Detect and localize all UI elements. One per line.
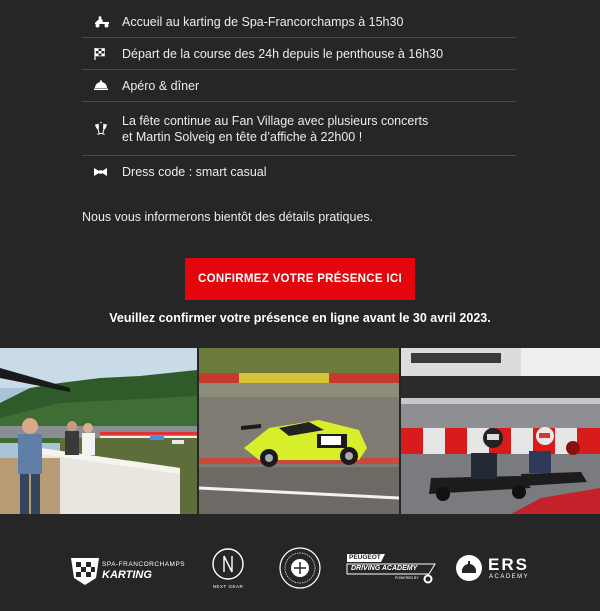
kart-icon xyxy=(82,16,122,28)
lion-badge-icon xyxy=(423,574,433,584)
schedule-text: Dress code : smart casual xyxy=(122,165,267,179)
schedule-item-party xyxy=(82,102,516,156)
nextgear-emblem-icon xyxy=(210,546,246,582)
karting-logo-main: KARTING xyxy=(102,569,152,581)
peugeot-driving-academy-logo xyxy=(345,552,437,588)
circuit-seal-logo xyxy=(278,546,322,590)
spa-karting-logo xyxy=(68,554,188,590)
cloche-icon xyxy=(82,80,122,91)
helmet-badge-icon xyxy=(455,554,483,582)
schedule-item-karting xyxy=(82,6,516,38)
checkered-flag-icon xyxy=(82,47,122,61)
nextgear-logo xyxy=(210,546,246,594)
schedule-item-dress-code xyxy=(82,156,516,188)
photo-race-car xyxy=(199,348,399,514)
bow-tie-icon xyxy=(82,167,122,177)
event-schedule xyxy=(82,6,516,188)
ers-logo-main: ERS xyxy=(488,555,529,574)
schedule-item-race-start xyxy=(82,38,516,70)
nextgear-logo-text: NEXT GEAR xyxy=(212,584,244,589)
schedule-text xyxy=(122,113,428,145)
peugeot-logo-top: PEUGEOT xyxy=(349,554,381,561)
champagne-glasses-icon xyxy=(82,121,122,137)
schedule-text-line1: La fête continue au Fan Village avec plusieurs concerts xyxy=(122,113,429,128)
confirm-presence-button[interactable]: CONFIRMEZ VOTRE PRÉSENCE ICI xyxy=(185,258,415,300)
ers-academy-logo xyxy=(455,554,537,584)
photo-karting xyxy=(401,348,600,514)
photo-penthouse-terrace xyxy=(0,348,197,514)
schedule-text-line2: et Martin Solveig en tête d’affiche à 22h00 ! xyxy=(122,129,363,144)
deadline-text: Veuillez confirmer votre présence en ligne avant le 30 avril 2023. xyxy=(109,311,491,325)
karting-logo-top: SPA-FRANCORCHAMPS xyxy=(102,561,186,568)
peugeot-logo-small: POWERED BY xyxy=(395,576,419,580)
checkered-shield-icon xyxy=(68,554,102,588)
photo-strip xyxy=(0,348,600,514)
schedule-text: Départ de la course des 24h depuis le penthouse à 16h30 xyxy=(122,46,444,61)
info-text: Nous vous informerons bientôt des détails pratiques. xyxy=(82,210,374,224)
partner-logos xyxy=(0,516,600,611)
schedule-text: Accueil au karting de Spa-Francorchamps à 15h30 xyxy=(122,14,404,29)
schedule-item-dinner xyxy=(82,70,516,102)
circuit-seal-icon xyxy=(278,546,322,590)
peugeot-logo-main: DRIVING ACADEMY xyxy=(351,565,418,572)
ers-logo-sub: ACADEMY xyxy=(489,574,530,580)
schedule-text: Apéro & dîner xyxy=(122,78,200,93)
